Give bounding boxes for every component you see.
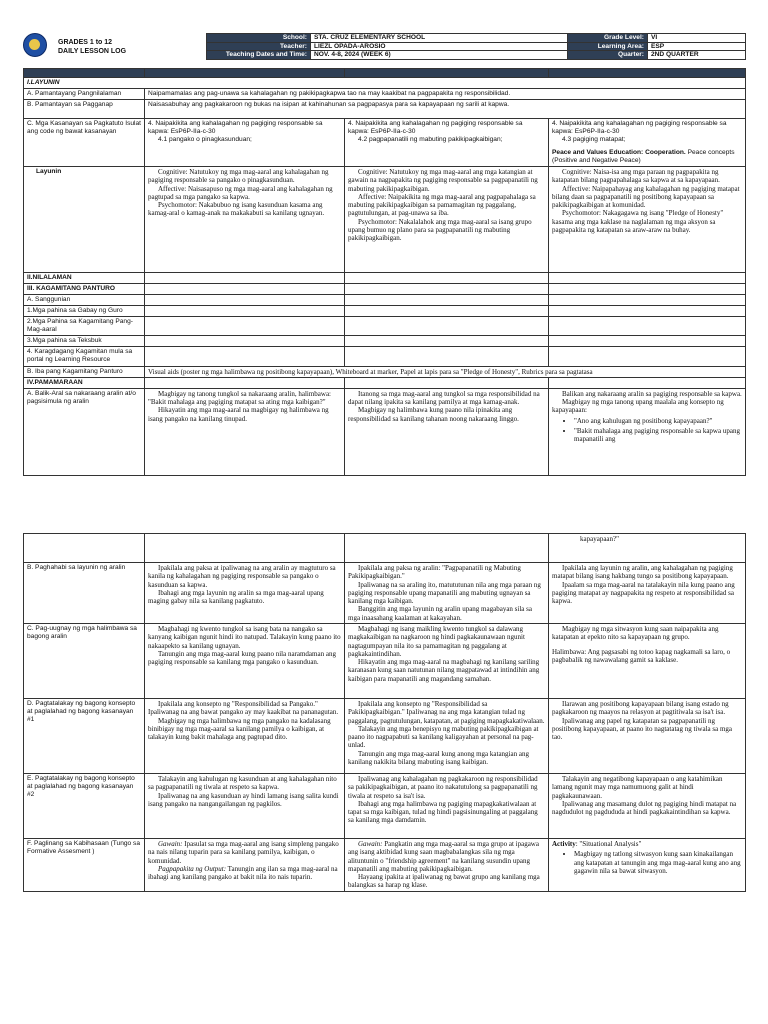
- objectives-day-2: [345, 167, 549, 273]
- review-text: Magbigay ng mga tanong upang maalala ang konsepto ng kapayapaan:: [552, 398, 724, 415]
- activity-text: : "Situational Analysis": [575, 840, 642, 848]
- activity-label: Activity: [552, 840, 576, 848]
- discussion-text: Ibahagi ang mga halimbawa ng pagiging mapagkakatiwalaan at tapat sa mga kaibigan, tulad ng hindi pagsisinungaling at paggalang sa kanilang mga damdamin.: [348, 799, 538, 825]
- discussion-text: Ipaliwanag ang kahalagahan ng pagkakaroon ng responsibilidad sa pakikipagkaibigan, at paano ito nakatutulong sa pagpapanatili ng tiwala at respeto sa isa't isa.: [348, 775, 538, 800]
- activity-text: Ipasulat sa mga mag-aaral ang isang simpleng pangako na nais nilang tuparin para sa kanilang pamilya, kaibigan, o komunidad.: [148, 840, 339, 865]
- motive-text: Ibahagi ang mga layunin ng aralin sa mga mag-aaral upang maging gabay nila sa kanilang pagkatuto.: [148, 588, 324, 605]
- section-pamamaraan: IV.PAMAMARAAN: [24, 377, 145, 388]
- competency-sub: 4.3 pagiging matapat;: [562, 136, 626, 144]
- title-line-2: DAILY LESSON LOG: [58, 47, 127, 55]
- motive-text: Ipakilala ang paksa at ipaliwanag na ang aralin ay magtuturo sa kanila ng kahalagahan ng pagiging responsable sa pangako o kasunduan sa kapwa.: [148, 564, 336, 589]
- other-materials-text: Visual aids (poster ng mga halimbawa ng positibong kapayapaan), Whiteboard at marker, Papel at lapis para sa "Pledge of Honesty", Rubrics para sa pagtatasa: [145, 366, 746, 377]
- peace-values-label: Peace and Values Education: Cooperation.: [552, 149, 686, 157]
- discussion-text: Magbigay ng mga halimbawa ng mga pangako na kadalasang binibigay ng mga mag-aaral sa kanilang pamilya o kaibigan, at talakayin kung bakit mahalaga ang pagtupad dito.: [148, 716, 331, 741]
- title-line-1: GRADES 1 to 12: [58, 39, 113, 46]
- competency-day-2: [345, 119, 549, 167]
- section-layunin: I.LAYUNIN: [24, 78, 746, 89]
- list-item: • Magbigay ng tatlong sitwasyon kung saan kinakailangan ang katapatan at tanungin ang mga mag-aaral kung ano ang gagawin nila sa bawat sitwasyon.: [574, 850, 742, 875]
- row-label-kagamitang-pang-mag-aaral: 2.Mga Pahina sa Kagamitang Pang-Mag-aaral: [24, 317, 145, 336]
- performance-standard-text: Naisasabuhay ang pagkakaroon ng bukas na isipan at kahinahunan sa pagpapasya para sa kapayapaan ng sarili at kapwa.: [145, 100, 746, 119]
- row-label-balik-aral: A. Balik-Aral sa nakaraang aralin at/o pagsisimula ng aralin: [24, 388, 145, 475]
- objective-affective: Affective: Naipapahayag ang kahalagahan ng pagiging matapat bilang daan sa pagpapanatili ng positibong kapayapaan sa pakikipagkaibigan at komunidad.: [552, 184, 740, 210]
- examples-day-2: [345, 624, 549, 699]
- discussion-text: Ipakilala ang konsepto ng "Responsibilidad sa Pakikipagkaibigan." Ipaliwanag na ang mga katangian tulad ng paggalang, pagtutulungan, katapatan, at pagiging mapagkakatiwalaan.: [348, 700, 545, 725]
- discussion-text: Tanungin ang mga mag-aaral kung anong mga katangian ang kanilang nakikita bilang mabuting isang kaibigan.: [348, 749, 529, 766]
- objective-psychomotor: Psychomotor: Nakagagawa ng isang "Pledge of Honesty" kasama ang mga kaklase na naglalaman ng mga aksyon sa pagpapakita ng katapatan sa araw-araw na buhay.: [552, 209, 724, 234]
- discussion2-day-2: [345, 774, 549, 839]
- example-text: Magbahagi ng isang maikling kwento tungkol sa dalawang magkakaibigan na nagkaroon ng hindi pagkakaunawaan ngunit nagtagumpayan nila ito sa pamamagitan ng paggalang at pagkakaintindihan.: [348, 625, 525, 658]
- header-info-grid: [206, 33, 746, 60]
- dll-table-page-2: [23, 533, 746, 892]
- motive-text: Ipaliwanag na sa araling ito, matututunan nila ang mga paraan ng pagiging responsable upang mapanatili ang mabuting ugnayan sa kanilang mga kaibigan.: [348, 580, 541, 605]
- motive-text: Ipakilala ang layunin ng aralin, ang kahalagahan ng pagiging matapat bilang isang hakbang tungo sa positibong kapayapaan.: [552, 564, 733, 581]
- competency-text: 4. Naipakikita ang kahalagahan ng pagiging responsable sa kapwa: EsP6P-IIa-c-30: [148, 120, 323, 136]
- examples-day-1: [145, 624, 345, 699]
- review-text: Hikayatin ang mga mag-aaral na magbigay ng halimbawa ng isang pangako na kanilang tinupad.: [148, 406, 329, 423]
- discussion-text: Talakayin ang mga benepisyo ng mabuting pakikipagkaibigan at paano ito nagpapabuti sa kanilang kaligayahan at personal na pag-unlad.: [348, 724, 539, 750]
- review-text: Itanong sa mga mag-aaral ang tungkol sa mga responsibilidad na dapat nilang ipakita sa kanilang pamilya at mga kamag-anak.: [348, 389, 540, 407]
- competency-sub: 4.1 pangako o pinagkasunduan;: [158, 136, 252, 144]
- objective-cognitive: Cognitive: Natutukoy ng mga mag-aaral ang kahalagahan ng pagiging responsable sa pangako o pinagkasunduan.: [148, 168, 329, 185]
- review-text: Magbigay ng halimbawa kung paano nila ipinakita ang responsibilidad sa kanilang tahanan noong nakaraang linggo.: [348, 406, 519, 423]
- row-label-learning-resource: 4. Karagdagang Kagamitan mula sa portal ng Learning Resource: [24, 347, 145, 366]
- peace-values-text: Peace concepts (Positive and Negative Peace): [552, 149, 735, 165]
- competency-text: 4. Naipakikita ang kahalagahan ng pagiging responsable sa kapwa: EsP6P-IIa-c-30: [552, 120, 727, 136]
- dates-key: Teaching Dates and Time:: [207, 51, 311, 60]
- activity-label: Gawain:: [358, 840, 383, 848]
- row-label-pag-uugnay: C. Pag-uugnay ng mga halimbawa sa bagong aralin: [24, 624, 145, 699]
- row-label-pamantayan-sa-pagganap: B. Pamantayan sa Pagganap: [24, 100, 145, 119]
- content-standard-text: Naipamamalas ang pag-unawa sa kahalagahan ng pakikipagkapwa tao na may kaakibat na pagpapakita ng responsibilidad.: [145, 89, 746, 100]
- quarter-value: 2ND QUARTER: [648, 51, 746, 60]
- example-text: Magbahagi ng kwento tungkol sa isang bata na nangako sa kanyang kaibigan ngunit hindi ito natupad. Talakayin kung paano ito nakaapekto sa kanilang ugnayan.: [148, 625, 341, 650]
- continued-text: [549, 534, 746, 563]
- motive-text: Ipakilala ang paksa ng aralin: "Pagpapanatili ng Mabuting Pakikipagkaibigan.": [348, 564, 521, 581]
- school-key: School:: [207, 34, 311, 43]
- row-label-paglinang: F. Paglinang sa Kabihasaan (Tungo sa Formative Assesment ): [24, 839, 145, 892]
- motive-day-2: [345, 563, 549, 624]
- deped-seal-icon: [23, 33, 47, 57]
- continued-fragment: kapayapaan?": [580, 535, 619, 543]
- example-text: Hikayatin ang mga mag-aaral na magbahagi ng kanilang sariling karanasan kung saan natutunan nilang magpatawad at intindihin ang kaibigan para mapanatili ang magandang samahan.: [348, 658, 540, 683]
- review-question-list: [566, 417, 742, 444]
- discussion-text: Ipaliwanag ang papel ng katapatan sa pagpapanatili ng positibong kapayapaan, at paano ito nagtatatag ng tiwala sa mga tao.: [552, 716, 732, 741]
- discussion1-day-2: [345, 699, 549, 774]
- objective-cognitive: Cognitive: Natutukoy ng mga mag-aaral ang mga katangian at gawain na nagpapakita ng pagiging responsable sa pagpapanatili ng mabuting pakikipagkaibigan.: [348, 168, 538, 193]
- discussion1-day-3: [549, 699, 746, 774]
- row-label-layunin: Layunin: [24, 167, 145, 273]
- review-day-2: [345, 388, 549, 475]
- review-day-1: [145, 388, 345, 475]
- log-title: [58, 39, 126, 57]
- row-label-iba-pang-kagamitan: B. Iba pang Kagamitang Panturo: [24, 366, 145, 377]
- grade-value: VI: [648, 34, 746, 43]
- discussion-text: Ipakilala ang konsepto ng "Responsibilidad sa Pangako." Ipaliwanag na ang bawat pangako ay may kaakibat na pananagutan.: [148, 700, 339, 717]
- objective-psychomotor: Psychomotor: Nakalalahok ang mga mag-aaral sa isang grupo upang bumuo ng plano para sa pagpapanatili ng mabuting pakikipagkaibigan.: [348, 217, 532, 243]
- discussion-text: Ipaliwanag ang masamang dulot ng pagiging hindi matapat na nagdudulot ng pagdududa at hindi pagkakaintindihan sa kapwa.: [552, 799, 737, 816]
- teacher-key: Teacher:: [207, 42, 311, 51]
- example-text: Tanungin ang mga mag-aaral kung paano nila naramdaman ang pagiging responsable sa kanilang mga pangako o kasunduan.: [148, 649, 336, 666]
- objectives-day-3: [549, 167, 746, 273]
- review-text: Magbigay ng tanong tungkol sa nakaraang aralin, halimbawa: "Bakit mahalaga ang pagiging matapat sa ating mga kaibigan?": [148, 389, 332, 407]
- activity-text: Pangkatin ang mga mag-aaral sa mga grupo at ipagawa ang isang aktibidad kung saan magbabalangkas sila ng mga alituntunin o "friendship agreement" na kanilang susundin upang mapanatili ang mabuting pakikipagkaibigan.: [348, 840, 539, 873]
- school-value: STA. CRUZ ELEMENTARY SCHOOL: [311, 34, 568, 43]
- discussion1-day-1: [145, 699, 345, 774]
- examples-day-3: [549, 624, 746, 699]
- dates-value: NOV. 4-8, 2024 (WEEK 6): [311, 51, 568, 60]
- objective-affective: Affective: Naisasapuso ng mga mag-aaral ang kahalagahan ng pagtupad sa mga pangako sa kapwa.: [148, 184, 333, 201]
- review-day-3: [549, 388, 746, 475]
- list-item: • "Bakit mahalaga ang pagiging responsable sa kapwa upang mapanatili ang: [574, 427, 742, 444]
- objective-cognitive: Cognitive: Naisa-isa ang mga paraan ng pagpapakita ng katapatan bilang pagpapahalaga sa kapwa at sa kapayapaan.: [552, 168, 720, 185]
- discussion2-day-3: [549, 774, 746, 839]
- output-label: Pagpapakita ng Output:: [158, 864, 227, 873]
- row-label-kasanayan: C. Mga Kasanayan sa Pagkatuto Isulat ang code ng bawat kasanayan: [24, 119, 145, 167]
- motive-text: Banggitin ang mga layunin ng aralin upang magabayan sila sa mga inaasahang kaalaman at kakayahan.: [348, 605, 532, 622]
- competency-sub: 4.2 pagpapanatili ng mabuting pakikipagkaibigan;: [358, 136, 503, 144]
- discussion2-day-1: [145, 774, 345, 839]
- competency-text: 4. Naipakikita ang kahalagahan ng pagiging responsable sa kapwa: EsP6P-IIa-c-30: [348, 120, 523, 136]
- output-text: Tanungin ang ilan sa mga mag-aaral na ibahagi ang kanilang pangako at bakit nila ito nais tuparin.: [148, 864, 338, 881]
- practice-day-2: [345, 839, 549, 892]
- section-nilalaman: II.NILALAMAN: [24, 273, 145, 284]
- row-label-gabay-ng-guro: 1.Mga pahina sa Gabay ng Guro: [24, 306, 145, 317]
- discussion-text: Ipaliwanag na ang kasunduan ay hindi lamang isang salita kundi isang pangako na nangangailangan ng pagkilos.: [148, 791, 339, 808]
- area-key: Learning Area:: [568, 42, 648, 51]
- activity-label: Gawain:: [158, 840, 183, 848]
- example-text: Magbigay ng mga sitwasyon kung saan naipapakita ang katapatan at epekto nito sa kapayapaan ng grupo.: [552, 625, 719, 642]
- objectives-day-1: [145, 167, 345, 273]
- practice-day-1: [145, 839, 345, 892]
- grade-key: Grade Level:: [568, 34, 648, 43]
- header-band: [24, 69, 746, 78]
- competency-day-3: [549, 119, 746, 167]
- row-label-sanggunian: A. Sanggunian: [24, 295, 145, 306]
- activity-text: Hayaang ipakita at ipaliwanag ng bawat grupo ang kanilang mga balangkas sa harap ng klase.: [348, 873, 540, 890]
- quarter-key: Quarter:: [568, 51, 648, 60]
- dll-table-page-1: [23, 68, 746, 476]
- row-label-pagtatalakay-1: D. Pagtatalakay ng bagong konsepto at paglalahad ng bagong kasanayan #1: [24, 699, 145, 774]
- lesson-log-header: [23, 33, 745, 59]
- page-2: [23, 533, 745, 892]
- list-item: • "Ano ang kahulugan ng positibong kapayapaan?": [574, 417, 742, 425]
- row-label-paghahabi: B. Paghahabi sa layunin ng aralin: [24, 563, 145, 624]
- situation-list: [566, 850, 742, 875]
- motive-day-3: [549, 563, 746, 624]
- competency-day-1: [145, 119, 345, 167]
- row-label-pagtatalakay-2: E. Pagtatalakay ng bagong konsepto at paglalahad ng bagong kasanayan #2: [24, 774, 145, 839]
- section-kagamitang-panturo: III. KAGAMITANG PANTURO: [24, 284, 145, 295]
- motive-day-1: [145, 563, 345, 624]
- objective-affective: Affective: Naipakikita ng mga mag-aaral ang pagpapahalaga sa mabuting pakikipagkaibigan sa pamamagitan ng paggalang, pagtutulungan, at pag-unawa sa iba.: [348, 192, 536, 218]
- page-1: [23, 68, 745, 476]
- teacher-value: LIEZL OPADA-AROSIO: [311, 42, 568, 51]
- discussion-text: Talakayin ang negatibong kapayapaan o ang katahimikan lamang ngunit may mga namumuong galit at hindi pagkakaunawaan.: [552, 775, 723, 800]
- discussion-text: Talakayin ang kahulugan ng kasunduan at ang kahalagahan nito sa pagpapanatili ng tiwala at respeto sa kapwa.: [148, 775, 337, 792]
- row-label-teksbuk: 3.Mga pahina sa Teksbuk: [24, 336, 145, 347]
- example-text: Halimbawa: Ang pagsasabi ng totoo kapag nagkamali sa laro, o pagbabalik ng nawawalang gamit sa kaklase.: [552, 647, 731, 664]
- row-label-pamantayang-pangnilalaman: A. Pamantayang Pangnilalaman: [24, 89, 145, 100]
- practice-day-3: [549, 839, 746, 892]
- motive-text: Ipaalam sa mga mag-aaral na tatalakayin nila kung paano ang pagiging matapat ay nagpapakita ng respeto at responsibilidad sa kapwa.: [552, 580, 735, 605]
- area-value: ESP: [648, 42, 746, 51]
- objective-psychomotor: Psychomotor: Nakabubuo ng isang kasunduan kasama ang kamag-aral o kamag-anak na makakabuti sa kanilang ugnayan.: [148, 201, 325, 218]
- discussion-text: Ilarawan ang positibong kapayapaan bilang isang estado ng pagkakaroon ng maayos na relasyon at pagtitiwala sa isa't isa.: [552, 700, 729, 717]
- review-text: Balikan ang nakaraang aralin sa pagiging responsable sa kapwa.: [562, 389, 742, 398]
